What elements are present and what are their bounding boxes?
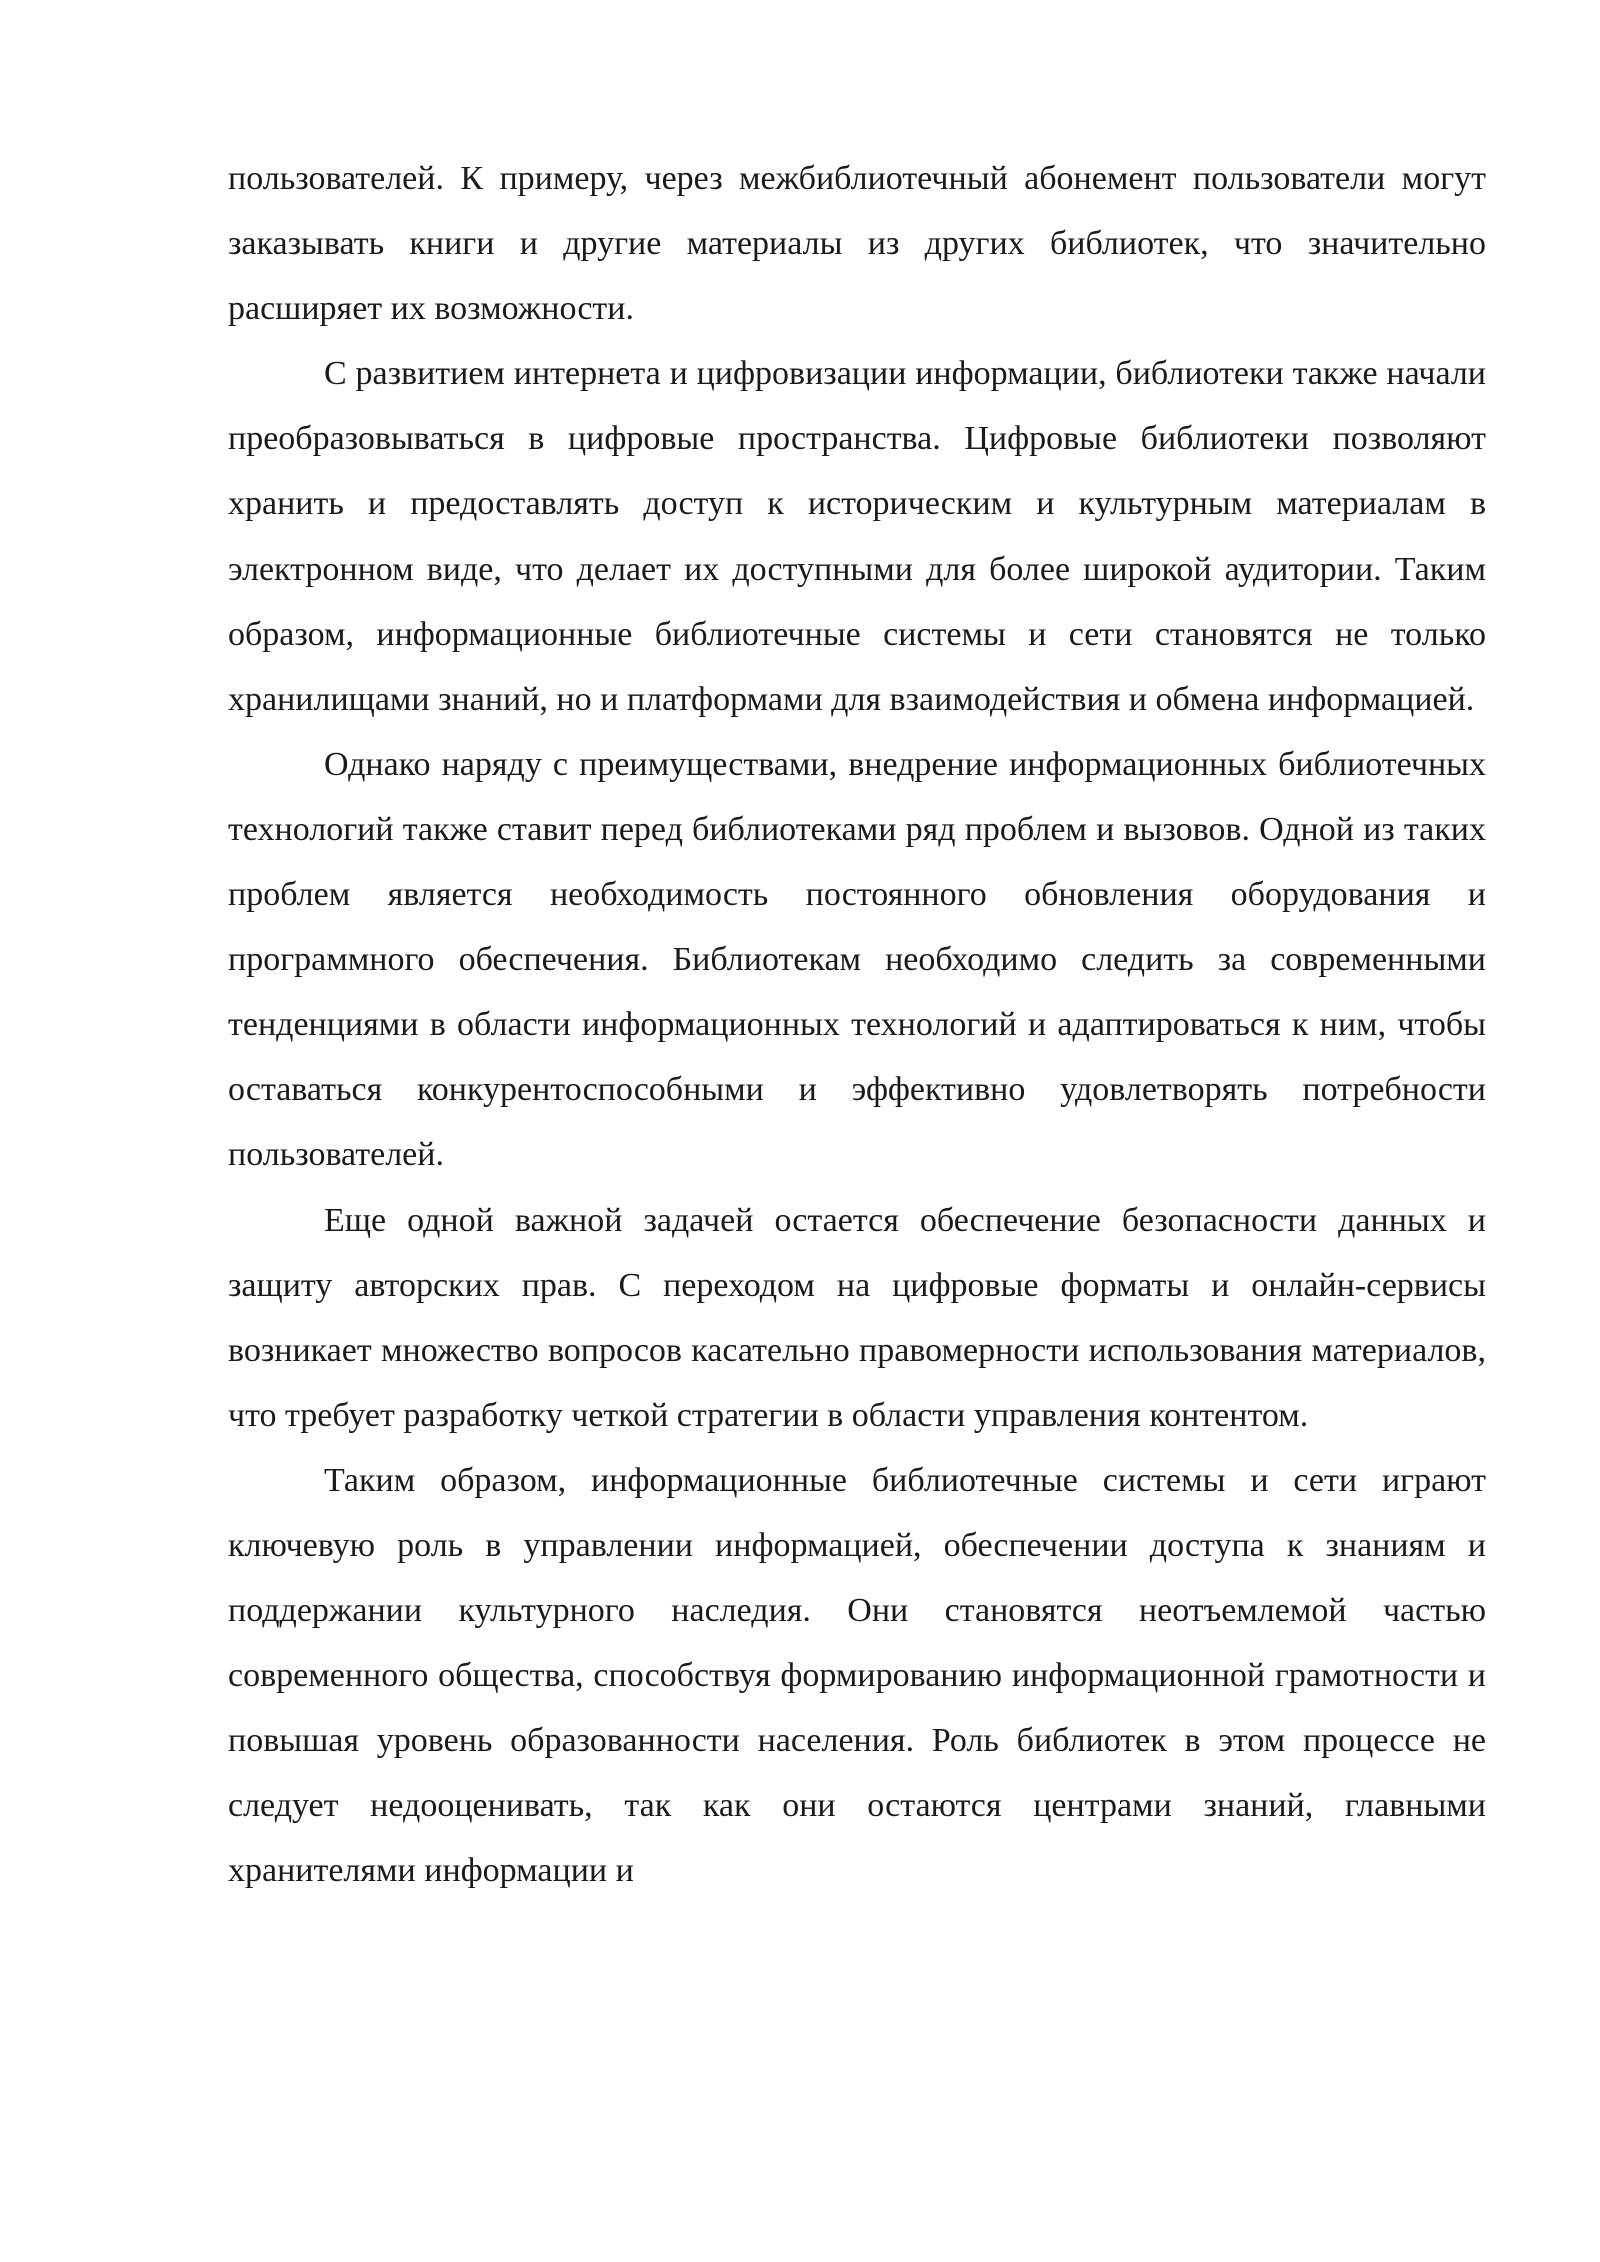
paragraph-1: пользователей. К примеру, через межбиблиотечный абонемент пользователи могут заказывать книги и другие материалы из других библиотек, что значительно расширяет их возможности. [228, 160, 1486, 328]
paragraph-3: Однако наряду с преимуществами, внедрение информационных библиотечных технологий также ставит перед библиотеками ряд проблем и вызовов. Одной из таких проблем является необходимость постоянного обновления оборудования и программного обеспечения. Библиотекам необходимо следить за современными тенденциями в области информационных технологий и адаптироваться к ним, чтобы оставаться конкурентоспособными и эффективно удовлетворять потребности пользователей. [228, 745, 1486, 1174]
paragraph-4: Еще одной важной задачей остается обеспечение безопасности данных и защиту авторских прав. С переходом на цифровые форматы и онлайн-сервисы возникает множество вопросов касательно правомерности использования материалов, что требует разработку четкой стратегии в области управления контентом. [228, 1201, 1486, 1434]
paragraph-2: С развитием интернета и цифровизации информации, библиотеки также начали преобразовываться в цифровые пространства. Цифровые библиотеки позволяют хранить и предоставлять доступ к историческим и культурным материалам в электронном виде, что делает их доступными для более широкой аудитории. Таким образом, информационные библиотечные системы и сети становятся не только хранилищами знаний, но и платформами для взаимодействия и обмена информацией. [228, 355, 1486, 718]
document-body [228, 146, 1486, 1904]
paragraph-5: Таким образом, информационные библиотечные системы и сети играют ключевую роль в управлении информацией, обеспечении доступа к знаниям и поддержании культурного наследия. Они становятся неотъемлемой частью современного общества, способствуя формированию информационной грамотности и повышая уровень образованности населения. Роль библиотек в этом процессе не следует недооценивать, так как они остаются центрами знаний, главными хранителями информации и [228, 1461, 1486, 1890]
